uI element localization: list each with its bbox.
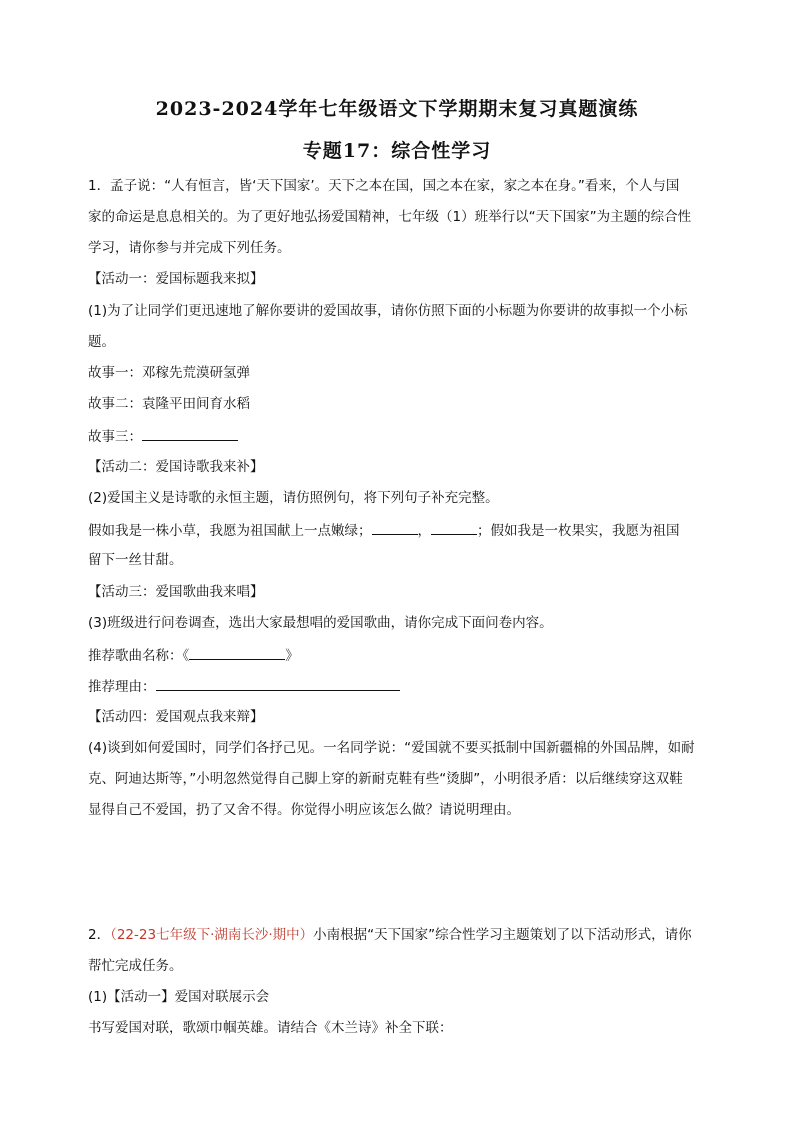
document-title: 2023-2024学年七年级语文下学期期末复习真题演练 — [155, 98, 639, 120]
item4-line-3: 显得自己不爱国，扔了又舍不得。你觉得小明应该怎么做？请说明理由。 — [88, 802, 520, 818]
activity3-heading: 【活动三：爱国歌曲我来唱】 — [88, 584, 264, 600]
q2-intro-text: 小南根据“天下国家”综合性学习主题策划了以下活动形式，请你 — [313, 927, 692, 943]
story-3 — [88, 426, 238, 446]
activity4-heading: 【活动四：爱国观点我来辩】 — [88, 709, 264, 725]
poem-blank-2[interactable] — [431, 520, 477, 535]
poem-blank-1[interactable] — [372, 520, 418, 535]
song-name-label: 推荐歌曲名称：《 — [88, 648, 190, 664]
document-subtitle: 专题17：综合性学习 — [302, 140, 492, 162]
q1-intro-line-1: 1．孟子说：“人有恒言，皆‘天下国家’。天下之本在国，国之本在家，家之本在身。”看来，个人与国 — [88, 178, 680, 194]
item2-comma: ， — [417, 523, 431, 539]
item2-line-1: (2)爱国主义是诗歌的永恒主题，请仿照例句，将下列句子补充完整。 — [88, 490, 499, 506]
q1-intro-line-3: 学习，请你参与并完成下列任务。 — [88, 240, 291, 256]
reason-blank[interactable] — [156, 676, 400, 691]
item2-line-3: 留下一丝甘甜。 — [88, 552, 183, 568]
reason-label: 推荐理由： — [88, 679, 156, 695]
story-1: 故事一：邓稼先荒漠研氢弹 — [88, 365, 250, 381]
q2-activity1-heading: (1)【活动一】爱国对联展示会 — [88, 989, 270, 1005]
q2-intro-line-1 — [88, 926, 692, 944]
song-name-blank[interactable] — [189, 645, 285, 660]
q2-source-tag: （22-23七年级下·湖南长沙·期中） — [110, 927, 314, 943]
story-2: 故事二：袁隆平田间育水稻 — [88, 396, 250, 412]
item4-line-1: (4)谈到如何爱国时，同学们各抒己见。一名同学说：“爱国就不要买抵制中国新疆棉的外国品牌，如耐 — [88, 740, 695, 756]
activity2-heading: 【活动二：爱国诗歌我来补】 — [88, 459, 264, 475]
activity1-heading: 【活动一：爱国标题我来拟】 — [88, 271, 264, 287]
story-3-answer-blank[interactable] — [142, 426, 238, 441]
reason-row — [88, 676, 400, 696]
q2-intro-line-2: 帮忙完成任务。 — [88, 958, 183, 974]
item1-line-1: (1)为了让同学们更迅速地了解你要讲的爱国故事，请你仿照下面的小标题为你要讲的故事拟一个小标 — [88, 303, 688, 319]
item1-line-2: 题。 — [88, 334, 115, 350]
item4-line-2: 克、阿迪达斯等，”小明忽然觉得自己脚上穿的新耐克鞋有些“烫脚”，小明很矛盾：以后继续穿这双鞋 — [88, 771, 683, 787]
item3-line-1: (3)班级进行问卷调查，选出大家最想唱的爱国歌曲，请你完成下面问卷内容。 — [88, 615, 553, 631]
item2-line-2 — [88, 520, 680, 540]
item2-example-text-2: ；假如我是一枚果实，我愿为祖国 — [477, 523, 680, 539]
story-3-label: 故事三： — [88, 429, 142, 445]
song-name-row — [88, 645, 299, 665]
item2-example-text: 假如我是一株小草，我愿为祖国献上一点嫩绿； — [88, 523, 372, 539]
q2-number: 2． — [88, 927, 111, 943]
song-name-close: 》 — [285, 648, 299, 664]
q2-task-line: 书写爱国对联，歌颂巾帼英雄。请结合《木兰诗》补全下联： — [88, 1020, 453, 1036]
q1-intro-line-2: 家的命运是息息相关的。为了更好地弘扬爱国精神，七年级（1）班举行以“天下国家”为主题的综合性 — [88, 209, 692, 225]
